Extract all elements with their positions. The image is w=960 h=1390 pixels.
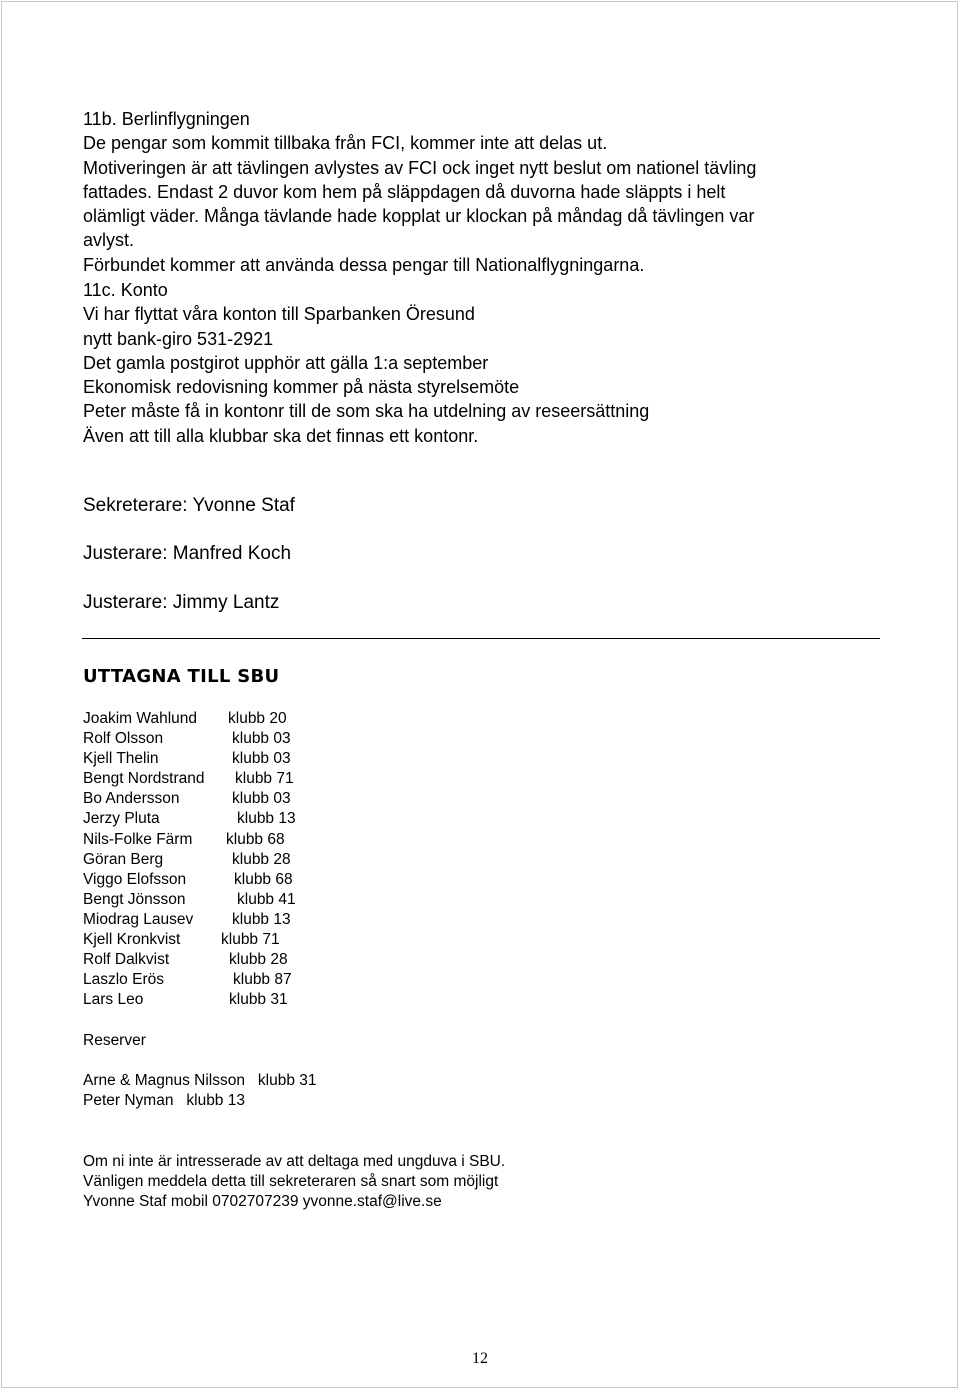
section-11c-line: Även att till alla klubbar ska det finnas ett kontonr. xyxy=(83,425,479,446)
section-11c-line: Peter måste få in kontonr till de som ska ha utdelning av reseersättning xyxy=(83,401,650,422)
list-item xyxy=(83,1091,317,1111)
member-name: Jerzy Pluta xyxy=(83,810,160,828)
member-club: klubb 41 xyxy=(237,890,296,908)
member-name: Nils-Folke Färm xyxy=(83,830,193,848)
member-name: Bo Andersson xyxy=(83,790,180,808)
member-club: klubb 28 xyxy=(229,951,288,969)
section-11c-line: Det gamla postgirot upphör att gälla 1:a september xyxy=(83,352,489,373)
section-11b-berlinflygningen xyxy=(83,107,756,277)
page-number: 12 xyxy=(472,1350,488,1367)
member-club: klubb 68 xyxy=(234,870,293,888)
closing-line: Vänligen meddela detta till sekreteraren så snart som möjligt xyxy=(83,1173,499,1191)
adjuster-signature-1: Justerare: Manfred Koch xyxy=(83,543,292,564)
section-11c-konto xyxy=(83,278,649,448)
member-name: Göran Berg xyxy=(83,850,164,868)
member-club: klubb 13 xyxy=(237,810,296,828)
closing-note xyxy=(83,1152,505,1212)
section-11b-line: fattades. Endast 2 duvor kom hem på släppdagen då duvorna hade släppts i helt xyxy=(83,181,726,202)
member-club: klubb 71 xyxy=(221,931,280,949)
section-11c-title: 11c. Konto xyxy=(83,280,168,300)
reserve-name: Arne & Magnus Nilsson xyxy=(83,1072,245,1089)
section-11b-line: De pengar som kommit tillbaka från FCI, kommer inte att delas ut. xyxy=(83,133,608,154)
member-name: Rolf Olsson xyxy=(83,730,164,748)
member-name: Joakim Wahlund xyxy=(83,710,198,727)
reserves-label: Reserver xyxy=(83,1032,146,1049)
section-11b-line: olämligt väder. Många tävlande hade kopplat ur klockan på måndag då tävlingen var xyxy=(83,206,755,227)
member-name: Viggo Elofsson xyxy=(83,870,187,888)
secretary-signature: Sekreterare: Yvonne Staf xyxy=(83,495,295,516)
reserve-name: Peter Nyman xyxy=(83,1092,174,1110)
section-11c-line: nytt bank-giro 531-2921 xyxy=(83,328,274,349)
member-club: klubb 87 xyxy=(233,971,292,989)
section-11c-line: Ekonomisk redovisning kommer på nästa styrelsemöte xyxy=(83,377,520,398)
member-club: klubb 31 xyxy=(229,991,288,1009)
list-item xyxy=(83,1071,317,1091)
section-11c-line: Vi har flyttat våra konton till Sparbanken Öresund xyxy=(83,304,475,325)
member-name: Miodrag Lausev xyxy=(83,910,194,928)
member-name: Bengt Jönsson xyxy=(83,890,186,908)
member-name: Kjell Kronkvist xyxy=(83,931,181,949)
contact-line: Yvonne Staf mobil 0702707239 yvonne.staf@live.se xyxy=(83,1193,442,1211)
member-name: Rolf Dalkvist xyxy=(83,951,170,969)
adjuster-signature-2: Justerare: Jimmy Lantz xyxy=(83,592,280,613)
horizontal-divider xyxy=(82,638,880,639)
member-club: klubb 03 xyxy=(232,730,291,748)
section-11b-line: avlyst. xyxy=(83,230,135,251)
closing-line: Om ni inte är intresserade av att deltaga med ungduva i SBU. xyxy=(83,1153,506,1170)
section-11b-title: 11b. Berlinflygningen xyxy=(83,109,250,129)
member-club: klubb 71 xyxy=(235,770,294,788)
member-name: Laszlo Erös xyxy=(83,971,164,989)
member-name: Kjell Thelin xyxy=(83,750,159,768)
section-11b-line: Motiveringen är att tävlingen avlystes av FCI ock inget nytt beslut om nationel tävling xyxy=(83,157,757,178)
section-11b-line: Förbundet kommer att använda dessa pengar till Nationalflygningarna. xyxy=(83,254,645,275)
member-club: klubb 20 xyxy=(228,710,287,727)
reserve-club: klubb 31 xyxy=(257,1072,317,1089)
member-club: klubb 03 xyxy=(232,750,291,768)
reserves-list xyxy=(83,1071,317,1111)
member-club: klubb 13 xyxy=(232,910,291,928)
member-name: Lars Leo xyxy=(83,991,144,1009)
member-club: klubb 68 xyxy=(226,830,285,848)
member-name: Bengt Nordstrand xyxy=(83,770,205,788)
selected-heading: UTTAGNA TILL SBU xyxy=(83,666,280,687)
reserve-club: klubb 13 xyxy=(186,1092,245,1110)
member-club: klubb 28 xyxy=(232,850,291,868)
member-club: klubb 03 xyxy=(232,790,291,808)
